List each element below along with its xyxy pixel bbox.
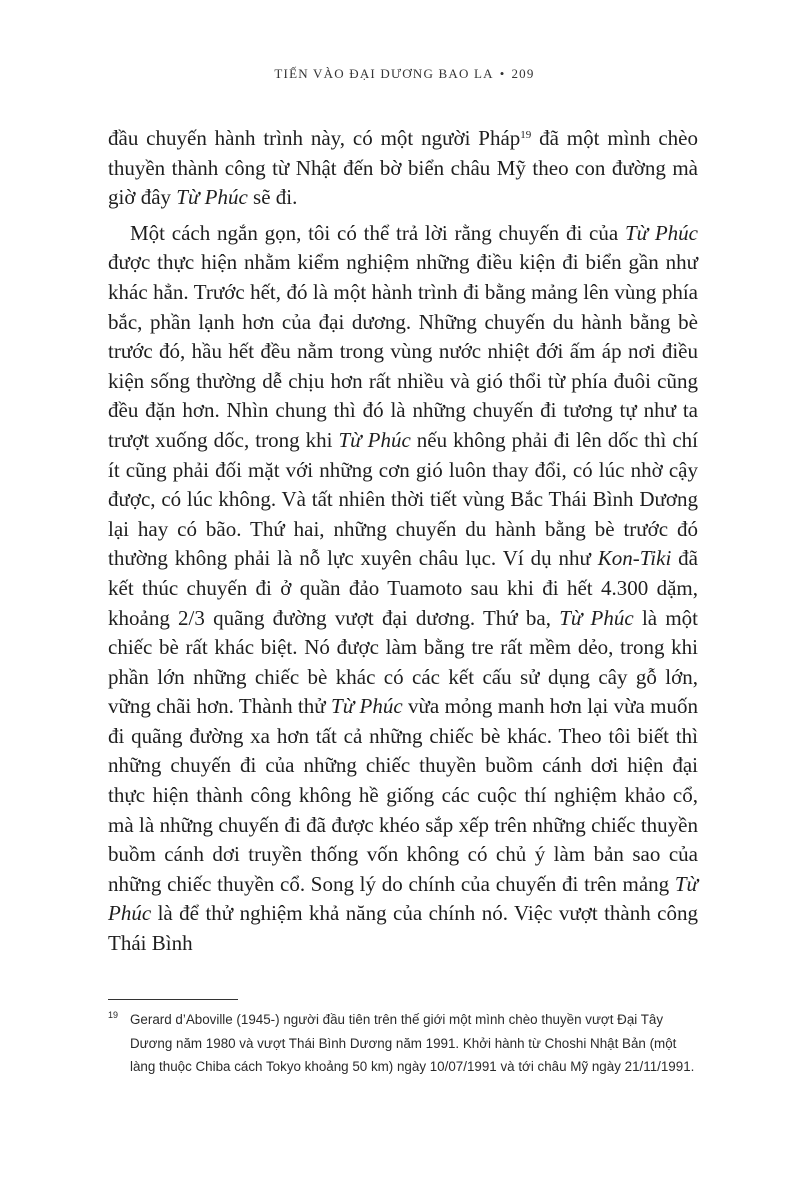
text-run: là một chiếc bè rất khác biệt. Nó được làm bằng tre rất mềm dẻo, trong khi phần lớn những chiếc bè khác có các kết cấu sử dụng cây gỗ lớn, vững chãi hơn. Thành thử bbox=[108, 605, 698, 719]
italic-raft-name: Từ Phúc bbox=[108, 871, 698, 926]
paragraph-main bbox=[108, 219, 698, 959]
footnote-divider bbox=[108, 999, 238, 1000]
footnote-number: 19 bbox=[108, 1010, 119, 1020]
italic-raft-name: Từ Phúc bbox=[559, 605, 634, 630]
paragraph-continued bbox=[108, 124, 698, 213]
text-run: Một cách ngắn gọn, tôi có thể trả lời rằng chuyến đi của bbox=[130, 220, 625, 245]
text-run: được thực hiện nhằm kiểm nghiệm những điều kiện đi biển gần như khác hẳn. Trước hết, đó là một hành trình đi bằng mảng lên vùng phía bắc, phần lạnh hơn của đại dương. Những chuyến du hành bằng bè trước đó, hầu hết đều nằm trong vùng nước nhiệt đới ấm áp nơi điều kiện sống thường dễ chịu hơn rất nhiều và gió thổi từ phía đuôi cũng đều đặn hơn. Nhìn chung thì đó là những chuyến đi tương tự như ta trượt xuống dốc, trong khi bbox=[108, 250, 698, 452]
italic-raft-name: Từ Phúc bbox=[331, 694, 403, 719]
page-number: 209 bbox=[511, 66, 535, 81]
header-separator: • bbox=[499, 66, 506, 81]
text-run: là để thử nghiệm khả năng của chính nó. Việc vượt thành công Thái Bình bbox=[108, 901, 698, 956]
footnote-text: Gerard d’Aboville (1945-) người đầu tiên trên thế giới một mình chèo thuyền vượt Đại Tây Dương năm 1980 và vượt Thái Bình Dương năm 1991. Khởi hành từ Choshi Nhật Bản (một làng thuộc Chiba cách Tokyo khoảng 50 km) ngày 10/07/1991 và tới châu Mỹ ngày 21/11/1991. bbox=[130, 1012, 695, 1074]
italic-raft-name: Từ Phúc bbox=[624, 220, 698, 245]
text-run: sẽ đi. bbox=[247, 185, 298, 210]
text-run: đã kết thúc chuyến đi ở quần đảo Tuamoto sau khi đi hết 4.300 dặm, khoảng 2/3 quãng đường vượt đại dương. Thứ ba, bbox=[108, 546, 698, 630]
italic-raft-name: Kon-Tiki bbox=[597, 546, 672, 571]
footnote bbox=[108, 1008, 696, 1079]
text-run: đã một mình chèo thuyền thành công từ Nhật đến bờ biển châu Mỹ theo con đường mà giờ đây bbox=[108, 126, 698, 210]
italic-raft-name: Từ Phúc bbox=[176, 185, 248, 210]
text-run: vừa mỏng manh hơn lại vừa muốn đi quãng đường xa hơn tất cả những chiếc bè khác. Theo tôi biết thì những chuyến đi của những chiếc thuyền buồm cánh dơi hiện đại thực hiện thành công không hề giống các cuộc thí nghiệm khảo cổ, mà là những chuyến đi đã được khéo sắp xếp trên những chiếc thuyền buồm cánh dơi truyền thống vốn không có chủ ý làm bản sao của những chiếc thuyền cổ. Song lý do chính của chuyến đi trên mảng bbox=[108, 694, 699, 896]
body-text bbox=[108, 124, 698, 959]
running-header bbox=[0, 66, 809, 82]
running-title: TIẾN VÀO ĐẠI DƯƠNG BAO LA bbox=[274, 66, 494, 81]
text-run: đầu chuyến hành trình này, có một người Pháp bbox=[108, 126, 521, 150]
text-run: nếu không phải đi lên dốc thì chí ít cũng phải đối mặt với những cơn gió luôn thay đổi, có lúc nhờ cậy được, có lúc không. Và tất nhiên thời tiết vùng Bắc Thái Bình Dương lại hay có bão. Thứ hai, những chuyến du hành bằng bè trước đó thường không phải là nỗ lực xuyên châu lục. Ví dụ như bbox=[108, 427, 698, 571]
footnote-reference[interactable]: 19 bbox=[520, 129, 532, 141]
italic-raft-name: Từ Phúc bbox=[338, 427, 411, 452]
